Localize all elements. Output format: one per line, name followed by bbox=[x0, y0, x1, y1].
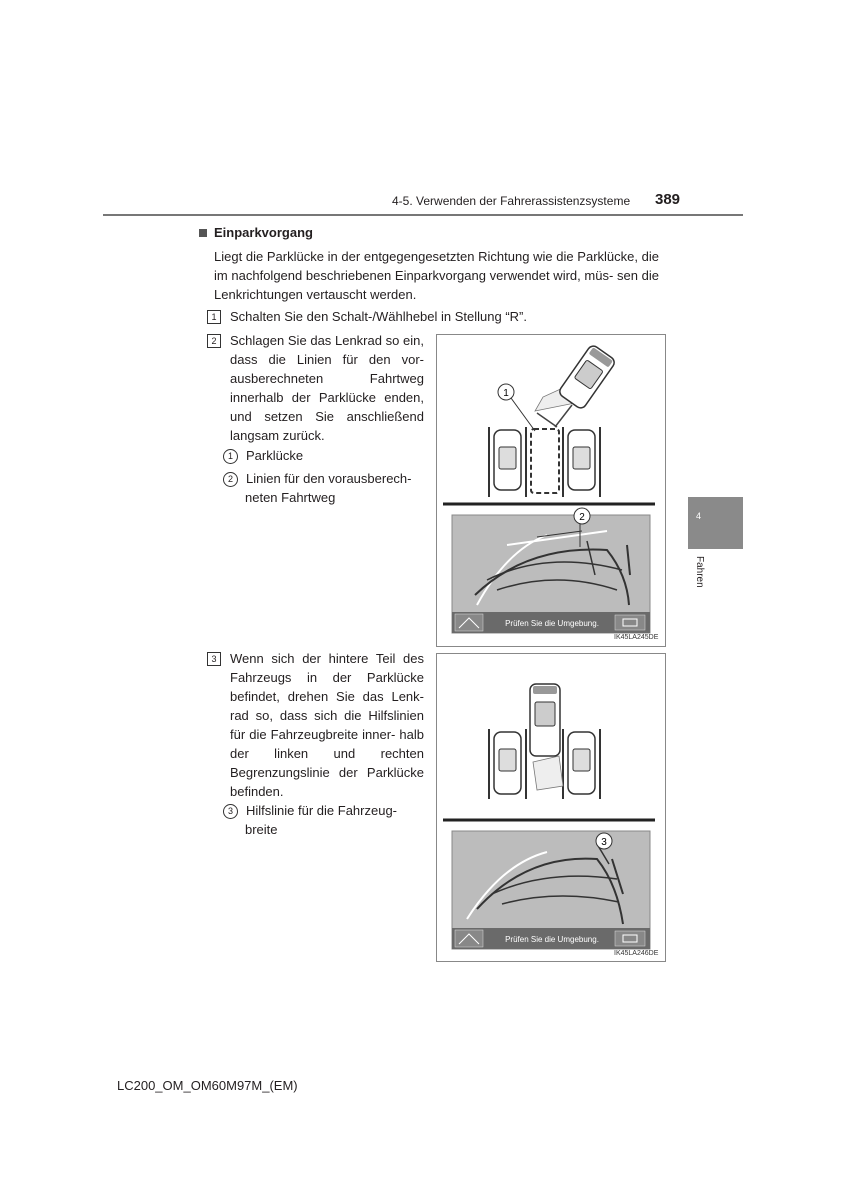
sensor-icon bbox=[615, 931, 645, 946]
screen-message: Prüfen Sie die Umgebung. bbox=[505, 935, 599, 944]
footer-code: LC200_OM_OM60M97M_(EM) bbox=[117, 1078, 298, 1093]
section-title: 4-5. Verwenden der Fahrerassistenzsysteme bbox=[392, 194, 631, 208]
callout-1-label: 1 bbox=[503, 388, 509, 399]
legend-item-3 bbox=[223, 801, 428, 839]
callout-number: 1 bbox=[223, 449, 238, 464]
camera-view-icon bbox=[455, 614, 483, 631]
intro-paragraph: Liegt die Parklücke in der entgegengesetzten Richtung wie die Parklücke, die im nachfolgend beschriebenen Einparkvorgang verwendet wird, müs- sen die Lenkrichtungen vertauscht werden. bbox=[214, 249, 659, 302]
step-1 bbox=[207, 307, 667, 326]
legend-item-1 bbox=[223, 446, 428, 465]
figure-parking-step-3 bbox=[436, 653, 666, 962]
legend-text: Parklücke bbox=[246, 448, 304, 463]
screen-message: Prüfen Sie die Umgebung. bbox=[505, 619, 599, 628]
chapter-number: 4 bbox=[696, 511, 702, 521]
parking-diagram bbox=[437, 654, 665, 961]
subsection-heading bbox=[199, 225, 313, 240]
figure-parking-step-2 bbox=[436, 334, 666, 647]
page-number: 389 bbox=[655, 191, 681, 208]
parking-diagram bbox=[437, 335, 665, 646]
step-text: Wenn sich der hintere Teil des Fahrzeugs in der Parklücke befindet, drehen Sie das Lenk- rad so, dass sich die Hilfslinien für die Fahrzeugbreite inner- halb der linken und rechten Begrenzungslinie der Parklücke befinden. bbox=[230, 651, 424, 799]
step-number-box: 3 bbox=[207, 652, 221, 666]
camera-view-icon bbox=[455, 930, 483, 947]
figure-code: IK45LA246DE bbox=[614, 950, 659, 957]
callout-number: 3 bbox=[223, 804, 238, 819]
legend-text-cont: breite bbox=[245, 822, 278, 837]
chapter-label: Fahren bbox=[694, 556, 705, 588]
legend-text: Linien für den vorausberech- bbox=[246, 471, 412, 486]
header-rule bbox=[103, 214, 743, 216]
callout-2-label: 2 bbox=[579, 512, 585, 523]
step-text: Schalten Sie den Schalt-/Wählhebel in Stellung “R”. bbox=[230, 309, 527, 324]
square-bullet-icon bbox=[199, 229, 207, 237]
reversing-car bbox=[530, 684, 560, 756]
callout-3-label: 3 bbox=[601, 837, 607, 848]
chapter-tab bbox=[688, 497, 743, 549]
step-text: Schlagen Sie das Lenkrad so ein, dass die Linien für den vor- ausberechneten Fahrtweg innerhalb der Parklücke enden, und setzen Sie anschließend langsam zurück. bbox=[230, 333, 424, 443]
callout-number: 2 bbox=[223, 472, 238, 487]
step-number-box: 1 bbox=[207, 310, 221, 324]
figure-code: IK45LA245DE bbox=[614, 634, 659, 641]
step-3 bbox=[207, 649, 424, 801]
target-parking-space bbox=[531, 429, 559, 493]
legend-text: Hilfslinie für die Fahrzeug- bbox=[246, 803, 398, 818]
step-number-box: 2 bbox=[207, 334, 221, 348]
legend-text-cont: neten Fahrtweg bbox=[245, 490, 336, 505]
heading-text: Einparkvorgang bbox=[214, 225, 313, 240]
legend-item-2 bbox=[223, 469, 428, 507]
sensor-icon bbox=[615, 615, 645, 630]
step-2 bbox=[207, 331, 424, 445]
